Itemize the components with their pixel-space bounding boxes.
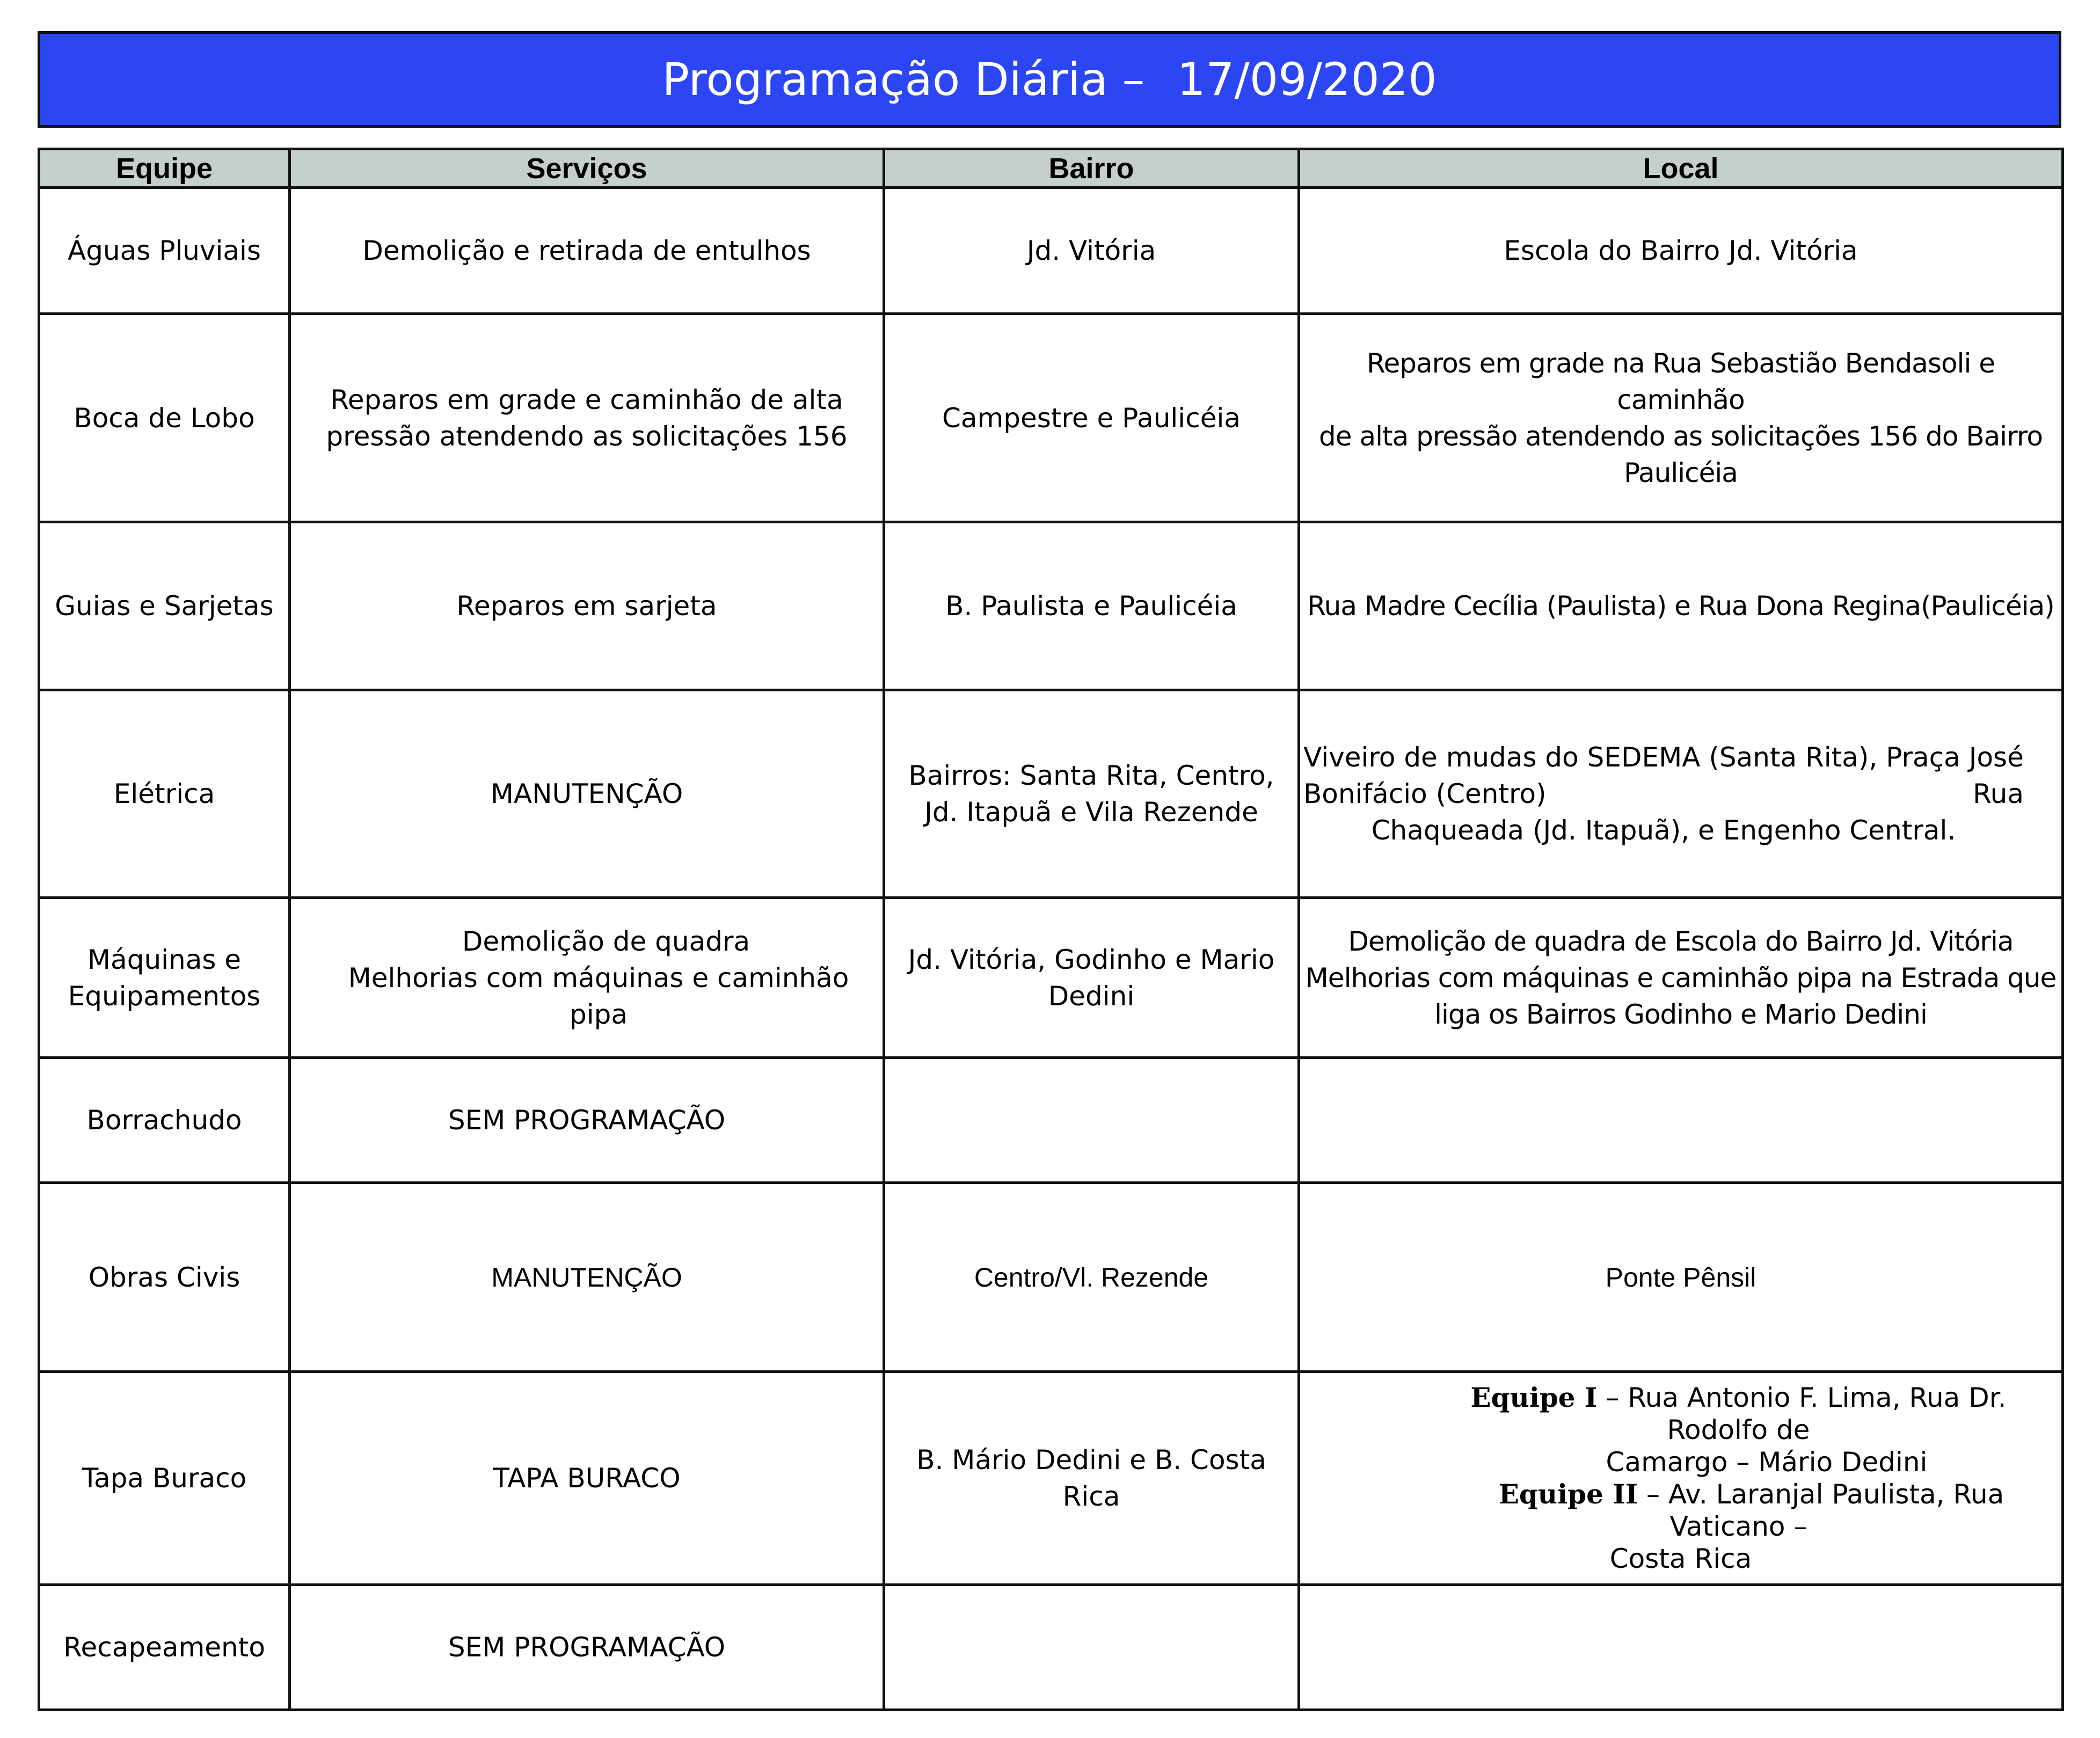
table-row	[39, 690, 2063, 898]
column-header-equipe: Equipe	[39, 149, 290, 188]
table-row	[39, 1183, 2063, 1372]
cell-equipe: Guias e Sarjetas	[39, 522, 290, 690]
table-row	[39, 898, 2063, 1058]
cell-line: Camargo – Mário Dedini	[1606, 1447, 1928, 1478]
team-label: Equipe II	[1498, 1478, 1638, 1510]
cell-line: Reparos em grade na Rua Sebastião Bendasoli e caminhão	[1366, 347, 1995, 415]
page-title-bar	[38, 31, 2061, 128]
schedule-date: 17/09/2020	[1177, 53, 1437, 106]
team-label: Equipe I	[1470, 1382, 1598, 1413]
cell-bairro	[884, 1372, 1299, 1585]
cell-line: Bairros: Santa Rita, Centro,	[908, 760, 1274, 791]
cell-line	[1303, 1478, 2058, 1543]
cell-line-part: Bonifácio (Centro)	[1303, 778, 1547, 809]
cell-local	[1299, 1058, 2063, 1183]
cell-equipe: Águas Pluviais	[39, 188, 290, 314]
cell-equipe: Tapa Buraco	[39, 1372, 290, 1585]
cell-local	[1299, 690, 2063, 898]
team-text: – Av. Laranjal Paulista, Rua Vaticano –	[1638, 1479, 2004, 1542]
cell-line: Chaqueada (Jd. Itapuã), e Engenho Central.	[1371, 815, 1956, 846]
cell-equipe: Boca de Lobo	[39, 314, 290, 522]
cell-line: Rica	[1062, 1481, 1120, 1512]
cell-equipe	[39, 898, 290, 1058]
column-header-bairro: Bairro	[884, 149, 1299, 188]
cell-line: Costa Rica	[1609, 1543, 1752, 1574]
cell-line: liga os Bairros Godinho e Mario Dedini	[1434, 998, 1927, 1030]
column-header-servicos: Serviços	[290, 149, 884, 188]
cell-line: Demolição de quadra de Escola do Bairro Jd. Vitória	[1348, 925, 2014, 957]
cell-local: Rua Madre Cecília (Paulista) e Rua Dona Regina(Paulicéia)	[1299, 522, 2063, 690]
cell-servicos	[290, 314, 884, 522]
cell-line	[1303, 1382, 2058, 1446]
cell-line: B. Mário Dedini e B. Costa	[916, 1444, 1266, 1476]
cell-line: Máquinas e	[87, 944, 242, 975]
cell-bairro: B. Paulista e Paulicéia	[884, 522, 1299, 690]
cell-equipe: Elétrica	[39, 690, 290, 898]
cell-bairro	[884, 1585, 1299, 1710]
cell-line: Melhorias com máquinas e caminhão pipa na Estrada que	[1305, 962, 2057, 994]
schedule-table	[38, 148, 2064, 1711]
cell-servicos: MANUTENÇÃO	[290, 1183, 884, 1372]
cell-line: Reparos em grade e caminhão de alta	[330, 384, 843, 415]
cell-line-part: Rua	[1973, 778, 2024, 809]
table-row	[39, 188, 2063, 314]
cell-local	[1299, 1585, 2063, 1710]
cell-local: Escola do Bairro Jd. Vitória	[1299, 188, 2063, 314]
cell-bairro	[884, 690, 1299, 898]
cell-line: Paulicéia	[1624, 457, 1738, 488]
cell-equipe: Obras Civis	[39, 1183, 290, 1372]
cell-servicos	[290, 898, 884, 1058]
table-header-row	[39, 149, 2063, 188]
team-text: – Rua Antonio F. Lima, Rua Dr. Rodolfo de	[1597, 1382, 2007, 1445]
cell-bairro: Jd. Vitória	[884, 188, 1299, 314]
table-row	[39, 1372, 2063, 1585]
cell-line: Jd. Itapuã e Vila Rezende	[924, 797, 1258, 828]
cell-bairro: Campestre e Paulicéia	[884, 314, 1299, 522]
cell-bairro: Jd. Vitória, Godinho e Mario Dedini	[884, 898, 1299, 1058]
cell-local	[1299, 314, 2063, 522]
cell-line: de alta pressão atendendo as solicitações 156 do Bairro	[1319, 420, 2043, 452]
cell-servicos: MANUTENÇÃO	[290, 690, 884, 898]
table-row	[39, 1585, 2063, 1710]
cell-servicos: TAPA BURACO	[290, 1372, 884, 1585]
cell-line: Demolição de quadra	[462, 925, 750, 957]
cell-line: pressão atendendo as solicitações 156	[326, 420, 848, 452]
cell-servicos: SEM PROGRAMAÇÃO	[290, 1585, 884, 1710]
cell-bairro	[884, 1058, 1299, 1183]
cell-local: Ponte Pênsil	[1299, 1183, 2063, 1372]
cell-line: Melhorias com máquinas e caminhão pipa	[348, 962, 849, 1030]
cell-line: Viveiro de mudas do SEDEMA (Santa Rita), Praça José	[1303, 742, 2024, 773]
cell-bairro: Centro/Vl. Rezende	[884, 1183, 1299, 1372]
table-row	[39, 314, 2063, 522]
cell-equipe: Borrachudo	[39, 1058, 290, 1183]
cell-local	[1299, 898, 2063, 1058]
table-row	[39, 1058, 2063, 1183]
cell-local	[1299, 1372, 2063, 1585]
cell-line-justified	[1303, 776, 2024, 812]
table-row	[39, 522, 2063, 690]
cell-equipe: Recapeamento	[39, 1585, 290, 1710]
column-header-local: Local	[1299, 149, 2063, 188]
cell-servicos: Reparos em sarjeta	[290, 522, 884, 690]
cell-servicos: SEM PROGRAMAÇÃO	[290, 1058, 884, 1183]
page-title: Programação Diária –	[662, 53, 1145, 106]
cell-servicos: Demolição e retirada de entulhos	[290, 188, 884, 314]
cell-line: Equipamentos	[68, 980, 261, 1012]
